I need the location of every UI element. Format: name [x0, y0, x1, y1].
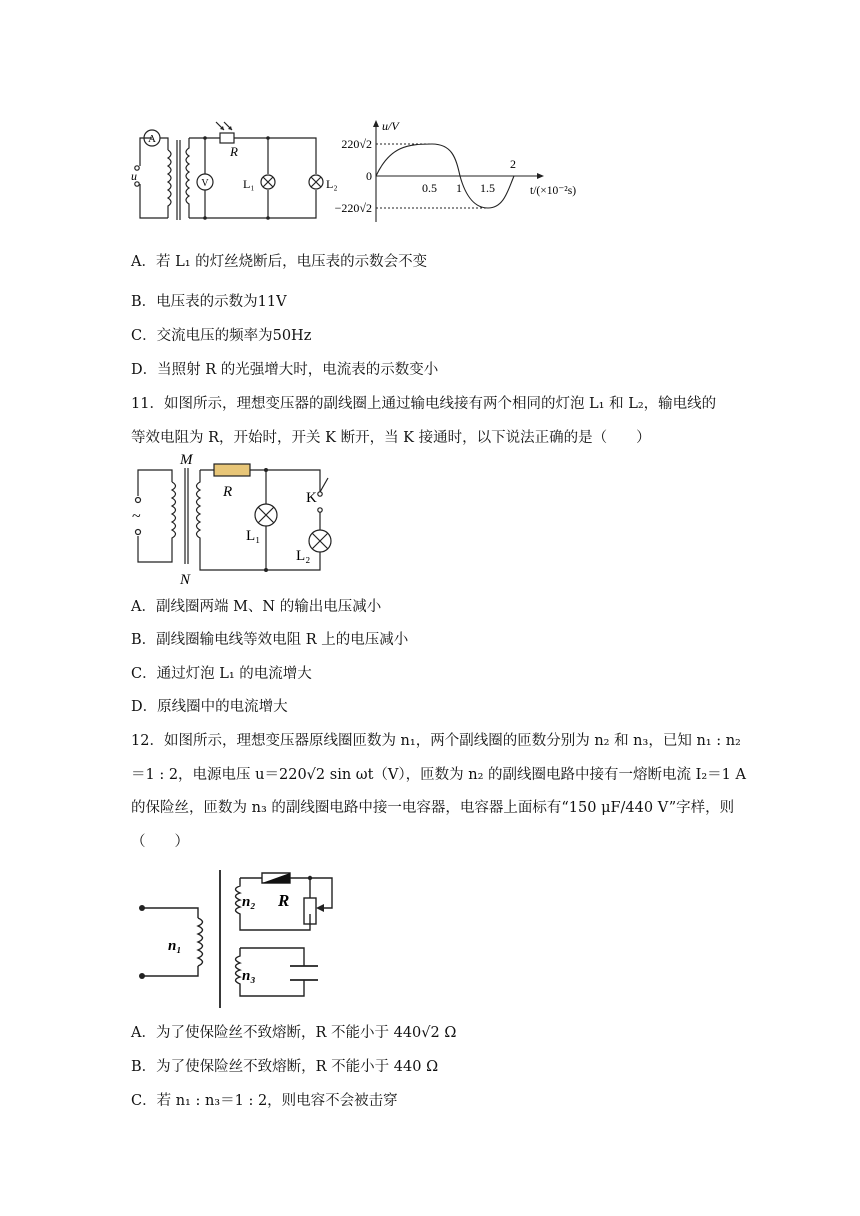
q11-option-d: D．原线圈中的电流增大: [131, 699, 288, 715]
q11-stem-line2: 等效电阻为 R，开始时，开关 K 断开，当 K 接通时，以下说法正确的是（ ）: [131, 430, 651, 446]
graph-origin: 0: [366, 169, 372, 183]
source-label: u: [131, 169, 137, 183]
label-n1: n₁: [168, 938, 182, 954]
label-l1: L₁: [246, 528, 261, 544]
q11-option-a: A．副线圈两端 M、N 的输出电压减小: [131, 599, 382, 615]
label-r: R: [278, 891, 290, 910]
q12-transformer-figure: [128, 864, 368, 1010]
label-k: K: [306, 490, 317, 506]
label-l2: L₂: [296, 548, 311, 564]
q12-stem-line1: 12．如图所示，理想变压器原线圈匝数为 n₁，两个副线圈的匝数分别为 n₂ 和 n₃，已知 n₁ : n₂: [131, 733, 741, 749]
graph-tick-15: 1.5: [480, 181, 495, 195]
resistor-label: R: [230, 144, 238, 159]
label-m: M: [180, 452, 193, 468]
graph-tick-1: 1: [456, 181, 462, 195]
label-n: N: [180, 572, 191, 588]
lamp2-label: L₂: [326, 177, 338, 191]
q10-voltage-graph: [334, 118, 598, 228]
q10-option-b: B．电压表的示数为11V: [131, 294, 287, 310]
q12-stem-line3: 的保险丝，匝数为 n₃ 的副线圈电路中接一电容器，电容器上面标有“150 μF/440 V”字样，则: [131, 800, 735, 816]
graph-xlabel: t/(×10⁻²s): [530, 185, 577, 197]
q10-circuit-figure: [128, 118, 348, 230]
q11-option-b: B．副线圈输电线等效电阻 R 上的电压减小: [131, 632, 409, 648]
lamp1-label: L₁: [243, 177, 255, 191]
ac-symbol: ~: [132, 508, 141, 525]
label-r: R: [223, 484, 233, 500]
ammeter-label: A: [148, 133, 156, 145]
label-n2: n₂: [242, 894, 256, 910]
q12-stem-line2: ＝1 : 2，电源电压 u＝220√2 sin ωt（V），匝数为 n₂ 的副线圈电路中接有一熔断电流 I₂＝1 A: [131, 767, 746, 783]
graph-tick-2: 2: [510, 157, 516, 171]
graph-ylabel: u/V: [382, 119, 399, 133]
q10-option-a: A．若 L₁ 的灯丝烧断后，电压表的示数会不变: [131, 254, 428, 270]
q11-option-c: C．通过灯泡 L₁ 的电流增大: [131, 666, 312, 682]
q12-option-a: A．为了使保险丝不致熔断，R 不能小于 440√2 Ω: [131, 1025, 457, 1041]
graph-tick-05: 0.5: [422, 181, 437, 195]
graph-ymax: 220√2: [341, 137, 372, 151]
q12-option-c: C．若 n₁ : n₃＝1 : 2，则电容不会被击穿: [131, 1093, 398, 1109]
q10-option-c: C．交流电压的频率为50Hz: [131, 328, 312, 344]
q12-option-b: B．为了使保险丝不致熔断，R 不能小于 440 Ω: [131, 1059, 439, 1075]
q11-circuit-figure: [128, 454, 348, 586]
q10-option-d: D．当照射 R 的光强增大时，电流表的示数变小: [131, 362, 439, 378]
graph-ymin: −220√2: [334, 201, 372, 215]
q11-stem-line1: 11．如图所示，理想变压器的副线圈上通过输电线接有两个相同的灯泡 L₁ 和 L₂，输电线的: [131, 396, 717, 412]
label-n3: n₃: [242, 968, 256, 984]
q12-stem-line4: （ ）: [131, 834, 189, 850]
voltmeter-label: V: [201, 178, 209, 189]
